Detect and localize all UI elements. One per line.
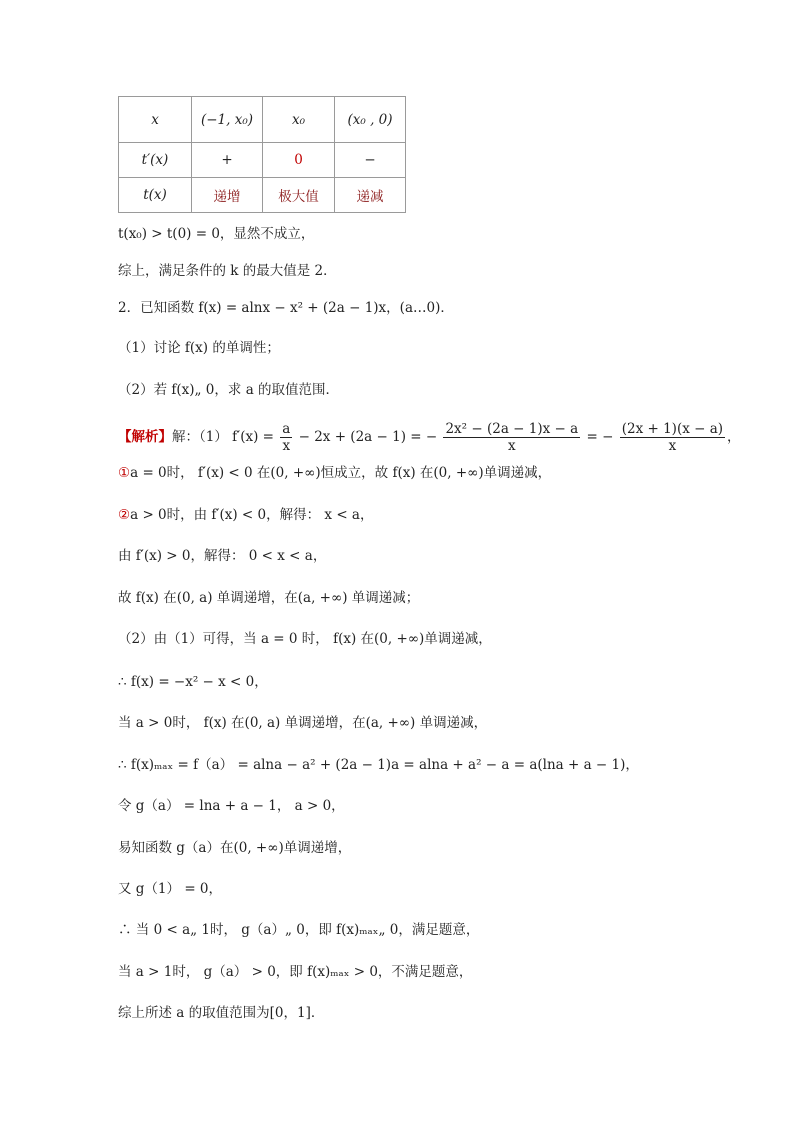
table-cell [192,178,263,213]
text-line [118,505,373,525]
text-span: 解：（1） f′(x) = [172,429,274,445]
cell-text: 递增 [213,189,241,205]
table-cell [119,178,192,213]
cell-text: x₀ [291,111,306,128]
text-span: a = 0时， f′(x) < 0 在(0, +∞)恒成立，故 f(x) 在(0, +∞)单调递减， [130,465,552,481]
case-marker: ① [118,465,131,481]
text-line: 故 f(x) 在(0, a) 单调递增，在(a, +∞) 单调递减； [118,590,420,606]
numerator: (2x + 1)(x − a) [621,421,724,437]
table-cell [119,97,192,143]
table-row-function [119,178,406,213]
table-cell [335,97,406,143]
solution-line [118,420,741,454]
cell-text: 0 [294,152,303,168]
cell-text: − [364,152,376,168]
case-marker: ② [118,507,131,523]
cell-text: 极大值 [278,189,319,205]
sign-table [118,96,406,213]
text-line: 综上所述 a 的取值范围为[0，1]． [118,1005,325,1021]
cell-text: + [221,152,233,168]
fraction [620,421,725,454]
text-line: t(x₀) > t(0) = 0，显然不成立， [118,226,315,242]
text-line: 令 g（a） = lna + a − 1， a > 0， [118,798,345,814]
problem-statement: 2．已知函数 f(x) = alnx − x² + (2a − 1)x，(a…0)． [118,300,454,316]
denominator: x [508,438,516,454]
text-span: − 2x + (2a − 1) = − [298,429,438,445]
subquestion-1: （1）讨论 f(x) 的单调性； [118,340,280,356]
table-cell [263,143,335,178]
cell-text: t(x) [143,187,167,203]
text-line: 当 a > 0时， f(x) 在(0, a) 单调递增，在(a, +∞) 单调递减， [118,715,488,731]
table-cell [263,178,335,213]
subquestion-2: （2）若 f(x)„ 0，求 a 的取值范围． [118,382,340,398]
table-cell [335,178,406,213]
table-row-header [119,97,406,143]
table-cell [335,143,406,178]
numerator: 2x² − (2a − 1)x − a [445,421,579,437]
text-span: = − [586,429,614,445]
numerator: a [282,421,291,437]
denominator: x [668,438,677,454]
text-line: ∴ f(x) = −x² − x < 0， [118,674,268,690]
table-cell [192,143,263,178]
table-row-derivative [119,143,406,178]
table-cell [263,97,335,143]
text-span: ， [727,429,741,445]
solution-label: 【解析】 [118,429,172,445]
fraction [280,421,292,454]
text-line: 易知函数 g（a）在(0, +∞)单调递增， [118,840,352,856]
text-line: 由 f′(x) > 0，解得： 0 < x < a， [118,548,327,564]
text-line: （2）由（1）可得，当 a = 0 时， f(x) 在(0, +∞)单调递减， [118,631,492,647]
text-line: 综上，满足条件的 k 的最大值是 2． [118,263,337,279]
text-line: 当 a > 1时， g（a） > 0，即 f(x)ₘₐₓ > 0，不满足题意， [118,964,473,980]
text-line [118,463,551,483]
cell-text: (x₀ , 0) [347,111,393,128]
cell-text: (−1, x₀) [200,111,254,128]
cell-text: t′(x) [141,152,169,168]
denominator: x [282,438,291,454]
table-cell [119,143,192,178]
text-line: ∴ f(x)ₘₐₓ = f（a） = alna − a² + (2a − 1)a = alna + a² − a = a(lna + a − 1)， [118,757,639,773]
cell-text: 递减 [356,189,384,205]
text-line: ∴ 当 0 < a„ 1时， g（a）„ 0，即 f(x)ₘₐₓ„ 0，满足题意， [118,922,480,938]
table-cell [192,97,263,143]
text-span: a > 0时，由 f′(x) < 0，解得： x < a， [130,507,374,523]
cell-text: x [151,111,159,128]
text-line: 又 g（1） = 0， [118,881,223,897]
fraction [443,421,580,454]
